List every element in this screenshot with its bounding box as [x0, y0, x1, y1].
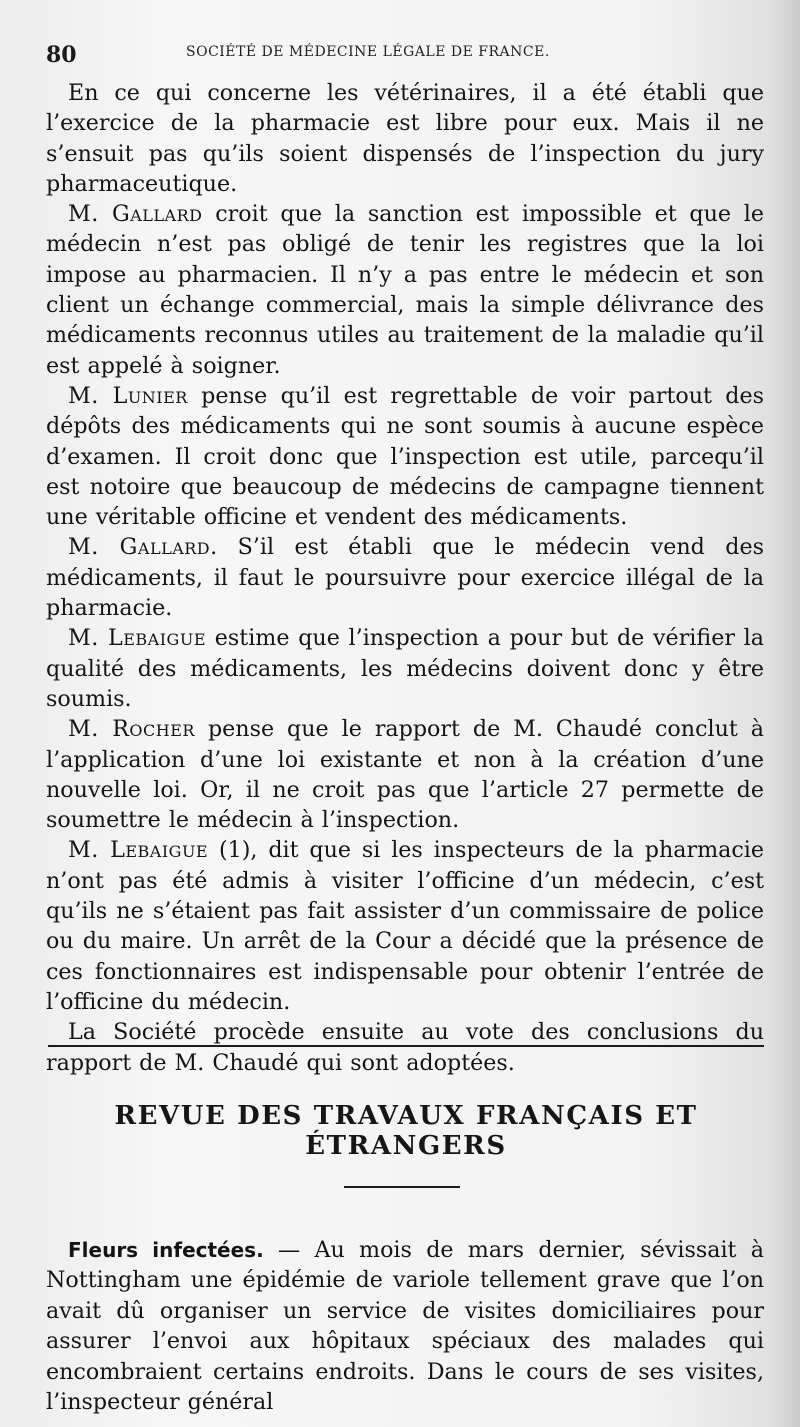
- paragraph: [46, 835, 764, 1017]
- section-title: REVUE DES TRAVAUX FRANÇAIS ET ÉTRANGERS: [114, 1101, 698, 1161]
- section-divider: [48, 1045, 764, 1047]
- paragraph-text: (1), dit que si les inspecteurs de la pharmacie n’ont pas été admis à visiter l’officine d’un médecin, c’est qu’ils ne s’étaient pas fait assister d’un commissaire de police ou du maire. Un arrêt de la Cour a décidé que la présence de ces fonctionnaires est indispensable pour obtenir l’entrée de l’officine du médecin.: [46, 837, 764, 1015]
- article-paragraph: [46, 1235, 764, 1417]
- speaker-name: M. Gallard: [68, 534, 211, 561]
- paragraph-text: pense que le rapport de M. Chaudé conclut à l’application d’une loi existante et non à la création d’une nouvelle loi. Or, il ne croit pas que l’article 27 permette de soumettre le médecin à l’inspection.: [46, 716, 764, 834]
- paragraph: [46, 199, 764, 381]
- page-number: 80: [46, 42, 77, 68]
- article-text: [46, 1235, 764, 1417]
- paragraph-text: . S’il est établi que le médecin vend des médicaments, il faut le poursuivre pour exercice illégal de la pharmacie.: [46, 534, 764, 622]
- article-lead: Fleurs infectées.: [68, 1238, 264, 1262]
- paragraph-text: La Société procède ensuite au vote des conclusions du rapport de M. Chaudé qui sont adoptées.: [46, 1019, 764, 1076]
- paragraph: [46, 623, 764, 714]
- speaker-name: M. Gallard: [68, 201, 203, 228]
- paragraph: [46, 714, 764, 835]
- article-body: — Au mois de mars dernier, sévissait à Nottingham une épidémie de variole tellement grave que l’on avait dû organiser un service de visites domiciliaires pour assurer l’envoi aux hôpitaux spéciaux des malades qui encombraient certains endroits. Dans le cours de ses visites, l’inspecteur général: [46, 1237, 764, 1416]
- speaker-name: M. Lunier: [68, 382, 188, 409]
- paragraph: [46, 381, 764, 532]
- paragraph: [46, 78, 764, 199]
- paragraph-text: croit que la sanction est impossible et que le médecin n’est pas obligé de tenir les registres que la loi impose au pharmacien. Il n’y a pas entre le médecin et son client un échange commercial, mais la simple délivrance des médicaments reconnus utiles au traitement de la maladie qu’il est appelé à soigner.: [46, 201, 764, 379]
- paragraph-text: pense qu’il est regrettable de voir partout des dépôts des médicaments qui ne sont soumis à aucune espèce d’examen. Il croit donc que l’inspection est utile, parcequ’il est notoire que beaucoup de médecins de campagne tiennent une véritable officine et vendent des médicaments.: [46, 382, 764, 531]
- paragraph-text: estime que l’inspection a pour but de vérifier la qualité des médicaments, les médecins doivent donc y être soumis.: [46, 625, 764, 712]
- page-header: [46, 38, 760, 68]
- paragraph-text: En ce qui concerne les vétérinaires, il a été établi que l’exercice de la pharmacie est libre pour eux. Mais il ne s’ensuit pas qu’ils soient dispensés de l’inspection du jury pharmaceutique.: [46, 80, 764, 197]
- title-underline: [344, 1186, 460, 1188]
- speaker-name: M. Rocher: [68, 716, 195, 743]
- page-edge-shadow: [770, 0, 800, 1427]
- speaker-name: M. Lebaigue: [68, 625, 207, 652]
- paragraph: [46, 532, 764, 623]
- paragraph: [46, 1017, 764, 1078]
- speaker-name: M. Lebaigue: [68, 837, 209, 864]
- body-text: [46, 78, 764, 1078]
- running-head: SOCIÉTÉ DE MÉDECINE LÉGALE DE FRANCE.: [186, 44, 550, 60]
